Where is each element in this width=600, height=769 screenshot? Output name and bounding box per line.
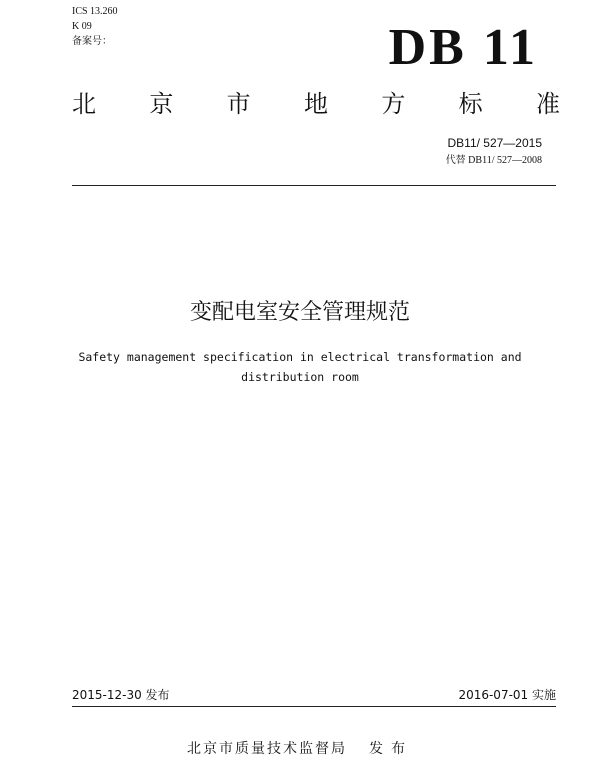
classification-block — [72, 4, 118, 49]
standard-type-char: 准 — [535, 90, 560, 118]
publish-date: 2015-12-30 发布 — [72, 688, 170, 702]
top-divider — [72, 185, 556, 186]
standard-type-heading — [72, 86, 560, 122]
issuer-verb: 发布 — [369, 741, 413, 757]
standard-badge: DB 11 — [388, 19, 538, 76]
issuer-line — [0, 739, 600, 759]
standard-type-char: 地 — [303, 90, 328, 118]
ics-code: ICS 13.260 — [72, 6, 118, 17]
standard-code: DB11/ 527—2015 — [447, 136, 542, 150]
title-english-line: distribution room — [241, 370, 359, 384]
bottom-divider — [72, 706, 556, 707]
issuer-name: 北京市质量技术监督局 — [187, 741, 347, 757]
title-chinese: 变配电室安全管理规范 — [189, 300, 410, 325]
standard-type-char: 北 — [72, 90, 96, 118]
title-english-line: Safety management specification in electrical transformation and — [78, 350, 522, 364]
standard-type-char: 标 — [458, 90, 483, 118]
title-english — [70, 347, 530, 387]
filing-number-label: 备案号： — [72, 36, 112, 47]
standard-type-char: 京 — [149, 90, 174, 118]
ccs-code: K 09 — [72, 21, 92, 32]
standard-type-char: 市 — [226, 90, 251, 118]
standard-type-char: 方 — [381, 90, 406, 118]
implement-date: 2016-07-01 实施 — [458, 688, 556, 702]
replaces-standard: 代替 DB11/ 527—2008 — [445, 155, 542, 166]
